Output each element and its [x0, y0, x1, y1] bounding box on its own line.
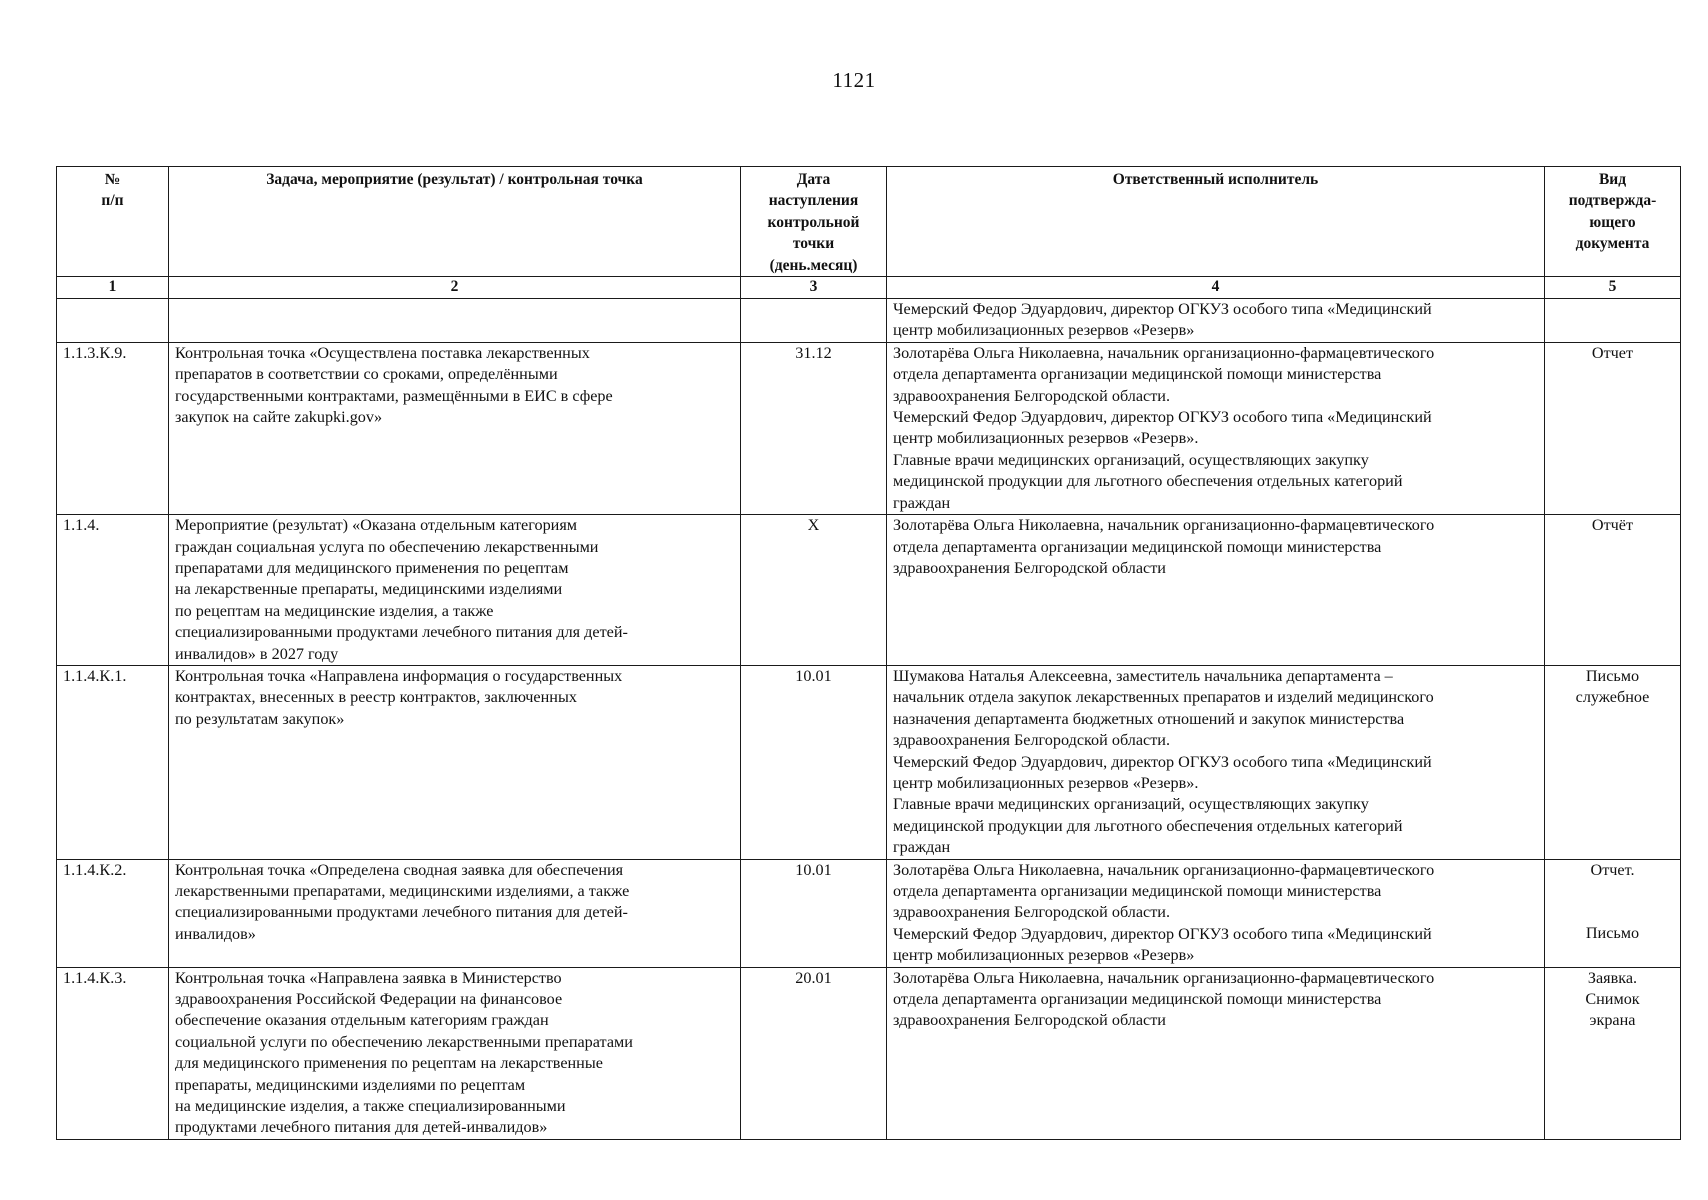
- text-line: здравоохранения Белгородской области: [893, 1011, 1166, 1030]
- text-line: назначения департамента бюджетных отношений и закупок министерства: [893, 709, 1405, 728]
- header-document-type: [1545, 167, 1681, 277]
- text-line: контрактах, внесенных в реестр контрактов, заключенных: [175, 688, 577, 707]
- text-line: здравоохранения Белгородской области: [893, 558, 1166, 577]
- header-task: [169, 167, 741, 277]
- text-line: препараты, медицинскими изделиями по рецептам: [175, 1075, 526, 1094]
- text-line: обеспечение оказания отдельным категориям граждан: [175, 1011, 549, 1030]
- text-line: Чемерский Федор Эдуардович, директор ОГКУЗ особого типа «Медицинский: [893, 924, 1432, 943]
- text-line: закупок на сайте zakupki.gov»: [175, 408, 383, 427]
- row-number: 1.1.4.К.1.: [57, 665, 169, 859]
- page-number: 1121: [832, 68, 876, 92]
- table-row: [57, 299, 1681, 343]
- table-row: [57, 859, 1681, 967]
- column-number: 1: [57, 277, 169, 299]
- text-line: Контрольная точка «Осуществлена поставка лекарственных: [175, 343, 590, 362]
- text-line: отдела департамента организации медицинской помощи министерства: [893, 537, 1382, 556]
- text-line: начальник отдела закупок лекарственных препаратов и изделий медицинского: [893, 688, 1434, 707]
- text-line: (день.месяц): [769, 256, 858, 274]
- text-line: Вид: [1598, 171, 1627, 188]
- control-points-table: [56, 166, 1681, 1140]
- text-line: специализированными продуктами лечебного питания для детей-: [175, 623, 628, 642]
- text-line: центр мобилизационных резервов «Резерв»: [893, 946, 1195, 965]
- text-line: препаратов в соответствии со сроками, определёнными: [175, 365, 558, 384]
- text-line: Чемерский Федор Эдуардович, директор ОГКУЗ особого типа «Медицинский: [893, 300, 1432, 319]
- control-date: [741, 299, 887, 343]
- text-line: здравоохранения Белгородской области.: [893, 386, 1171, 405]
- table-header-row: [57, 167, 1681, 277]
- header-date: [741, 167, 887, 277]
- text-line: Отчет: [1591, 343, 1634, 362]
- text-line: здравоохранения Белгородской области.: [893, 731, 1171, 750]
- document-type: [1545, 665, 1681, 859]
- row-number: [57, 299, 169, 343]
- control-date: Х: [741, 515, 887, 666]
- text-line: лекарственными препаратами, медицинскими изделиями, а также: [175, 882, 630, 900]
- text-line: отдела департамента организации медицинской помощи министерства: [893, 365, 1382, 384]
- text-line: Ответственный исполнитель: [1112, 171, 1319, 188]
- text-line: отдела департамента организации медицинской помощи министерства: [893, 990, 1382, 1009]
- text-line: Задача, мероприятие (результат) / контрольная точка: [266, 171, 643, 188]
- responsible-cell: [887, 859, 1545, 967]
- table-row: [57, 967, 1681, 1139]
- control-date: 20.01: [741, 967, 887, 1139]
- text-line: продуктами лечебного питания для детей-инвалидов»: [175, 1118, 548, 1137]
- text-line: Контрольная точка «Направлена заявка в Министерство: [175, 968, 562, 987]
- row-number: 1.1.3.К.9.: [57, 342, 169, 514]
- text-line: экрана: [1589, 1011, 1636, 1030]
- text-line: центр мобилизационных резервов «Резерв»: [893, 321, 1195, 340]
- table-row: [57, 665, 1681, 859]
- responsible-cell: [887, 342, 1545, 514]
- text-line: инвалидов» в 2027 году: [175, 644, 339, 663]
- column-numbers-row: [57, 277, 1681, 299]
- row-number: 1.1.4.К.3.: [57, 967, 169, 1139]
- text-line: по рецептам на медицинские изделия, а также: [175, 601, 494, 620]
- text-line: Контрольная точка «Определена сводная заявка для обеспечения: [175, 860, 624, 879]
- text-line: центр мобилизационных резервов «Резерв».: [893, 773, 1199, 792]
- text-line: Отчёт: [1591, 516, 1634, 535]
- text-line: Золотарёва Ольга Николаевна, начальник организационно-фармацевтического: [893, 968, 1435, 987]
- task-cell: [169, 859, 741, 967]
- text-line: медицинской продукции для льготного обеспечения отдельных категорий: [893, 816, 1403, 835]
- text-line: Шумакова Наталья Алексеевна, заместитель начальника департамента –: [893, 666, 1393, 685]
- table-row: [57, 342, 1681, 514]
- text-line: Золотарёва Ольга Николаевна, начальник организационно-фармацевтического: [893, 860, 1435, 879]
- responsible-cell: [887, 515, 1545, 666]
- text-line: Золотарёва Ольга Николаевна, начальник организационно-фармацевтического: [893, 516, 1435, 535]
- text-line: государственными контрактами, размещёнными в ЕИС в сфере: [175, 386, 613, 405]
- task-cell: [169, 342, 741, 514]
- text-line: граждан: [893, 838, 951, 857]
- text-line: препаратами для медицинского применения по рецептам: [175, 558, 569, 577]
- text-line: на лекарственные препараты, медицинскими изделиями: [175, 580, 563, 599]
- text-line: социальной услуги по обеспечению лекарственными препаратами: [175, 1032, 633, 1051]
- text-line: Письмо: [1585, 666, 1640, 685]
- text-line: на медицинские изделия, а также специализированными: [175, 1097, 566, 1116]
- column-number: 4: [887, 277, 1545, 299]
- text-line: здравоохранения Российской Федерации на финансовое: [175, 990, 563, 1009]
- table-row: [57, 515, 1681, 666]
- text-line: граждан: [893, 493, 951, 512]
- text-line: Чемерский Федор Эдуардович, директор ОГКУЗ особого типа «Медицинский: [893, 408, 1432, 427]
- text-line: Главные врачи медицинских организаций, осуществляющих закупку: [893, 450, 1369, 469]
- text-line: №: [104, 171, 121, 188]
- text-line: Письмо: [1585, 924, 1640, 942]
- task-cell: [169, 515, 741, 666]
- text-line: граждан социальная услуга по обеспечению лекарственными: [175, 537, 599, 556]
- column-number: 2: [169, 277, 741, 299]
- row-number: 1.1.4.: [57, 515, 169, 666]
- text-line: ющего: [1589, 213, 1636, 231]
- text-line: Отчет.: [1590, 860, 1635, 879]
- text-line: по результатам закупок»: [175, 709, 345, 728]
- text-line: Контрольная точка «Направлена информация о государственных: [175, 666, 623, 685]
- text-line: служебное: [1575, 688, 1650, 707]
- task-cell: [169, 967, 741, 1139]
- responsible-cell: [887, 665, 1545, 859]
- text-line: инвалидов»: [175, 924, 256, 943]
- row-number: 1.1.4.К.2.: [57, 859, 169, 967]
- text-line: точки: [792, 235, 835, 253]
- responsible-cell: [887, 967, 1545, 1139]
- text-line: Чемерский Федор Эдуардович, директор ОГКУЗ особого типа «Медицинский: [893, 752, 1432, 771]
- text-line: здравоохранения Белгородской области.: [893, 903, 1171, 922]
- header-num: [57, 167, 169, 277]
- text-line: специализированными продуктами лечебного питания для детей-: [175, 903, 628, 922]
- text-line: для медицинского применения по рецептам на лекарственные: [175, 1054, 603, 1073]
- text-line: [1551, 881, 1674, 923]
- text-line: Главные врачи медицинских организаций, осуществляющих закупку: [893, 795, 1369, 814]
- text-line: Дата: [796, 171, 831, 188]
- column-number: 3: [741, 277, 887, 299]
- control-date: 10.01: [741, 665, 887, 859]
- column-number: 5: [1545, 277, 1681, 299]
- text-line: подтвержда-: [1568, 192, 1657, 210]
- document-type: [1545, 515, 1681, 666]
- text-line: п/п: [101, 192, 124, 210]
- task-cell: [169, 299, 741, 343]
- task-cell: [169, 665, 741, 859]
- text-line: медицинской продукции для льготного обеспечения отдельных категорий: [893, 472, 1403, 491]
- text-line: документа: [1575, 235, 1650, 253]
- text-line: Мероприятие (результат) «Оказана отдельным категориям: [175, 516, 578, 535]
- document-type: [1545, 859, 1681, 967]
- document-type: [1545, 967, 1681, 1139]
- text-line: контрольной: [767, 213, 860, 231]
- text-line: Золотарёва Ольга Николаевна, начальник организационно-фармацевтического: [893, 343, 1435, 362]
- text-line: Заявка.: [1587, 968, 1638, 987]
- text-line: отдела департамента организации медицинской помощи министерства: [893, 882, 1382, 900]
- control-date: 31.12: [741, 342, 887, 514]
- document-type: [1545, 342, 1681, 514]
- responsible-cell: [887, 299, 1545, 343]
- document-type: [1545, 299, 1681, 343]
- text-line: наступления: [768, 192, 859, 210]
- control-date: 10.01: [741, 859, 887, 967]
- text-line: Снимок: [1585, 990, 1640, 1009]
- header-responsible: [887, 167, 1545, 277]
- text-line: центр мобилизационных резервов «Резерв».: [893, 429, 1199, 448]
